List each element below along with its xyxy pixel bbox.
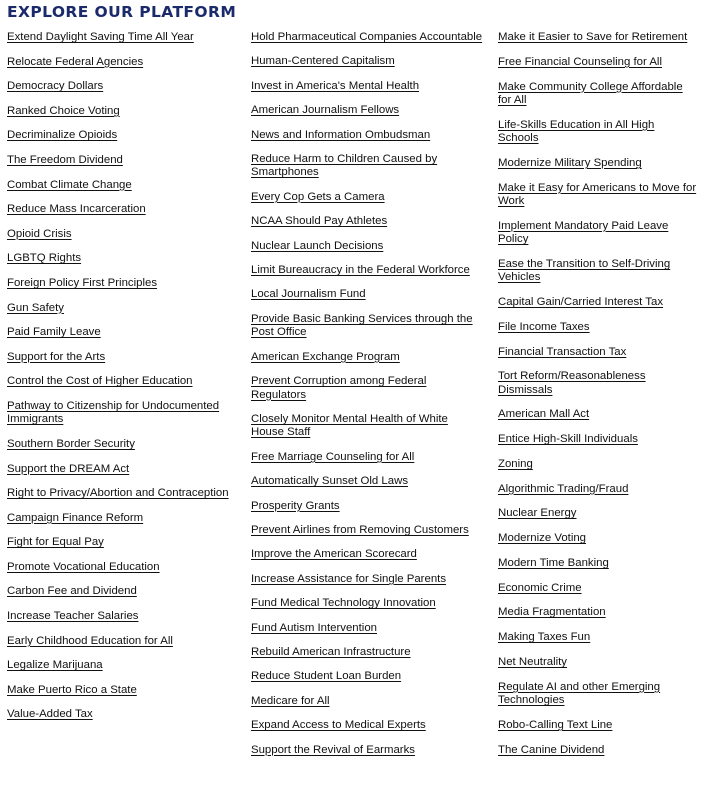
list-item bbox=[498, 656, 698, 669]
list-item bbox=[498, 557, 698, 570]
policy-link[interactable]: Modernize Military Spending bbox=[498, 156, 642, 169]
policy-link[interactable]: Ranked Choice Voting bbox=[7, 104, 120, 117]
policy-link[interactable]: Decriminalize Opioids bbox=[7, 129, 118, 142]
policy-link[interactable]: Control the Cost of Higher Education bbox=[7, 375, 193, 388]
policy-link[interactable]: Make Community College Affordable for All bbox=[498, 80, 683, 106]
policy-link[interactable]: Early Childhood Education for All bbox=[7, 634, 173, 647]
list-item bbox=[251, 240, 483, 253]
list-item bbox=[251, 375, 483, 402]
policy-link[interactable]: Regulate AI and other Emerging Technologies bbox=[498, 680, 661, 707]
policy-link[interactable]: Support the Revival of Earmarks bbox=[251, 743, 415, 756]
policy-link[interactable]: Increase Assistance for Single Parents bbox=[251, 572, 447, 585]
list-item bbox=[251, 719, 483, 732]
policy-link[interactable]: Value-Added Tax bbox=[7, 708, 93, 721]
list-item bbox=[7, 561, 232, 574]
list-item bbox=[251, 524, 483, 537]
list-item bbox=[498, 458, 698, 471]
policy-link[interactable]: Expand Access to Medical Experts bbox=[251, 719, 426, 732]
policy-link[interactable]: Gun Safety bbox=[7, 301, 64, 314]
list-item bbox=[498, 220, 698, 247]
policy-link[interactable]: Ease the Transition to Self-Driving Vehicles bbox=[498, 257, 671, 284]
policy-link[interactable]: Invest in America's Mental Health bbox=[251, 79, 420, 92]
list-item bbox=[498, 346, 698, 359]
list-item bbox=[7, 277, 232, 290]
policy-link[interactable]: Increase Teacher Salaries bbox=[7, 610, 139, 623]
policy-link[interactable]: Zoning bbox=[498, 457, 533, 470]
list-item bbox=[251, 413, 483, 440]
policy-link[interactable]: Reduce Student Loan Burden bbox=[251, 670, 402, 683]
list-item bbox=[498, 56, 698, 69]
policy-link[interactable]: Make Puerto Rico a State bbox=[7, 683, 137, 696]
policy-link[interactable]: File Income Taxes bbox=[498, 320, 590, 333]
list-item bbox=[251, 695, 483, 708]
policy-link[interactable]: Modern Time Banking bbox=[498, 556, 609, 569]
policy-link[interactable]: Free Marriage Counseling for All bbox=[251, 450, 415, 463]
policy-link[interactable]: Democracy Dollars bbox=[7, 80, 104, 93]
list-item bbox=[498, 408, 698, 421]
policy-link[interactable]: Medicare for All bbox=[251, 694, 330, 707]
policy-link[interactable]: American Exchange Program bbox=[251, 350, 400, 363]
list-item bbox=[251, 548, 483, 561]
policy-link[interactable]: Support the DREAM Act bbox=[7, 462, 130, 475]
policy-link[interactable]: Media Fragmentation bbox=[498, 606, 606, 619]
policy-column-1 bbox=[7, 31, 232, 733]
policy-link[interactable]: Prevent Corruption among Federal Regulators bbox=[251, 375, 427, 401]
policy-link[interactable]: Make it Easier to Save for Retirement bbox=[498, 31, 688, 43]
policy-link[interactable]: Capital Gain/Carried Interest Tax bbox=[498, 296, 664, 309]
list-item bbox=[251, 351, 483, 364]
policy-link[interactable]: Campaign Finance Reform bbox=[7, 511, 144, 524]
policy-link[interactable]: The Canine Dividend bbox=[498, 743, 605, 756]
list-item bbox=[251, 597, 483, 610]
policy-link[interactable]: Prevent Airlines from Removing Customers bbox=[251, 523, 469, 536]
list-item bbox=[498, 157, 698, 170]
policy-link[interactable]: Free Financial Counseling for All bbox=[498, 55, 662, 68]
policy-link[interactable]: Reduce Mass Incarceration bbox=[7, 203, 146, 216]
policy-link[interactable]: Human-Centered Capitalism bbox=[251, 55, 395, 68]
policy-link[interactable]: The Freedom Dividend bbox=[7, 153, 123, 166]
list-item bbox=[251, 31, 483, 44]
policy-link[interactable]: Combat Climate Change bbox=[7, 178, 132, 191]
policy-link[interactable]: Automatically Sunset Old Laws bbox=[251, 475, 409, 488]
list-item bbox=[251, 191, 483, 204]
list-item bbox=[251, 104, 483, 117]
list-item bbox=[7, 635, 232, 648]
policy-link[interactable]: Making Taxes Fun bbox=[498, 631, 591, 644]
list-item bbox=[498, 370, 698, 397]
list-item bbox=[7, 610, 232, 623]
policy-link[interactable]: Nuclear Energy bbox=[498, 507, 577, 520]
list-item bbox=[498, 507, 698, 520]
list-item bbox=[7, 228, 232, 241]
list-item bbox=[498, 321, 698, 334]
list-item bbox=[7, 56, 232, 69]
policy-link[interactable]: Local Journalism Fund bbox=[251, 288, 366, 301]
list-item bbox=[7, 105, 232, 118]
policy-link[interactable]: Make it Easy for Americans to Move for Work bbox=[498, 181, 697, 207]
list-item bbox=[7, 375, 232, 388]
list-item bbox=[7, 400, 232, 427]
list-item bbox=[251, 80, 483, 93]
policy-link[interactable]: American Mall Act bbox=[498, 408, 590, 421]
list-item bbox=[251, 573, 483, 586]
policy-link[interactable]: Relocate Federal Agencies bbox=[7, 55, 144, 68]
policy-link[interactable]: Right to Privacy/Abortion and Contraception bbox=[7, 487, 229, 500]
list-item bbox=[498, 296, 698, 309]
list-item bbox=[251, 215, 483, 228]
list-item bbox=[251, 744, 483, 757]
list-item bbox=[251, 288, 483, 301]
list-item bbox=[7, 203, 232, 216]
policy-link[interactable]: Provide Basic Banking Services through the Post Office bbox=[251, 312, 473, 339]
policy-link[interactable]: Net Neutrality bbox=[498, 655, 568, 668]
list-item bbox=[498, 433, 698, 446]
policy-link[interactable]: Implement Mandatory Paid Leave Policy bbox=[498, 219, 669, 246]
list-item bbox=[7, 512, 232, 525]
policy-link[interactable]: Hold Pharmaceutical Companies Accountable bbox=[251, 31, 483, 43]
policy-link[interactable]: Every Cop Gets a Camera bbox=[251, 190, 385, 203]
policy-link[interactable]: Improve the American Scorecard bbox=[251, 548, 417, 561]
list-item bbox=[498, 582, 698, 595]
list-item bbox=[7, 708, 232, 721]
list-item bbox=[7, 351, 232, 364]
list-item bbox=[7, 154, 232, 167]
policy-link[interactable]: Pathway to Citizenship for Undocumented Immigrants bbox=[7, 399, 220, 426]
list-item bbox=[498, 31, 698, 44]
policy-link[interactable]: Tort Reform/Reasonableness Dismissals bbox=[498, 370, 646, 396]
list-item bbox=[251, 55, 483, 68]
policy-link[interactable]: Southern Border Security bbox=[7, 437, 135, 450]
list-item bbox=[7, 536, 232, 549]
list-item bbox=[498, 681, 698, 708]
policy-link[interactable]: Life-Skills Education in All High Schools bbox=[498, 118, 655, 145]
policy-link[interactable]: Limit Bureaucracy in the Federal Workforce bbox=[251, 264, 470, 277]
policy-link[interactable]: Fund Autism Intervention bbox=[251, 621, 377, 634]
list-item bbox=[7, 31, 232, 44]
list-item bbox=[498, 744, 698, 757]
policy-link[interactable]: Foreign Policy First Principles bbox=[7, 276, 158, 289]
list-item bbox=[7, 659, 232, 672]
list-item bbox=[498, 182, 698, 209]
policy-column-2 bbox=[251, 31, 483, 768]
list-item bbox=[251, 313, 483, 340]
list-item bbox=[7, 179, 232, 192]
list-item bbox=[498, 119, 698, 146]
list-item bbox=[7, 80, 232, 93]
policy-link[interactable]: Rebuild American Infrastructure bbox=[251, 645, 411, 658]
list-item bbox=[251, 475, 483, 488]
policy-link[interactable]: Entice High-Skill Individuals bbox=[498, 433, 638, 446]
list-item bbox=[7, 438, 232, 451]
list-item bbox=[498, 532, 698, 545]
policy-link[interactable]: Extend Daylight Saving Time All Year bbox=[7, 31, 194, 43]
policy-link[interactable]: NCAA Should Pay Athletes bbox=[251, 215, 388, 228]
list-item bbox=[251, 153, 483, 180]
page-title: EXPLORE OUR PLATFORM bbox=[7, 3, 237, 21]
list-item bbox=[251, 622, 483, 635]
list-item bbox=[7, 585, 232, 598]
policy-link[interactable]: Closely Monitor Mental Health of White House Staff bbox=[251, 412, 448, 439]
policy-link[interactable]: Robo-Calling Text Line bbox=[498, 718, 613, 731]
policy-link[interactable]: American Journalism Fellows bbox=[251, 104, 400, 117]
policy-link[interactable]: Paid Family Leave bbox=[7, 326, 101, 339]
list-item bbox=[251, 670, 483, 683]
list-item bbox=[251, 451, 483, 464]
policy-link[interactable]: Financial Transaction Tax bbox=[498, 345, 627, 358]
list-item bbox=[7, 252, 232, 265]
policy-link[interactable]: News and Information Ombudsman bbox=[251, 128, 431, 141]
policy-link[interactable]: Carbon Fee and Dividend bbox=[7, 585, 137, 598]
policy-link[interactable]: Opioid Crisis bbox=[7, 227, 72, 240]
list-item bbox=[7, 487, 232, 500]
list-item bbox=[7, 684, 232, 697]
policy-link[interactable]: Prosperity Grants bbox=[251, 499, 340, 512]
list-item bbox=[251, 264, 483, 277]
list-item bbox=[251, 129, 483, 142]
list-item bbox=[498, 606, 698, 619]
policy-link[interactable]: Reduce Harm to Children Caused by Smartphones bbox=[251, 153, 438, 179]
policy-link[interactable]: Support for the Arts bbox=[7, 350, 106, 363]
policy-link[interactable]: Fund Medical Technology Innovation bbox=[251, 597, 436, 610]
policy-link[interactable]: Nuclear Launch Decisions bbox=[251, 239, 384, 252]
list-item bbox=[498, 258, 698, 285]
list-item bbox=[498, 719, 698, 732]
policy-link[interactable]: Algorithmic Trading/Fraud bbox=[498, 482, 629, 495]
list-item bbox=[498, 483, 698, 496]
list-item bbox=[7, 129, 232, 142]
policy-link[interactable]: Legalize Marijuana bbox=[7, 659, 103, 672]
list-item bbox=[498, 631, 698, 644]
list-item bbox=[7, 463, 232, 476]
list-item bbox=[498, 81, 698, 108]
policy-link[interactable]: Economic Crime bbox=[498, 581, 582, 594]
list-item bbox=[251, 646, 483, 659]
list-item bbox=[7, 326, 232, 339]
policy-link[interactable]: LGBTQ Rights bbox=[7, 252, 82, 265]
list-item bbox=[7, 302, 232, 315]
policy-link[interactable]: Fight for Equal Pay bbox=[7, 536, 104, 549]
list-item bbox=[251, 500, 483, 513]
policy-link[interactable]: Modernize Voting bbox=[498, 532, 587, 545]
policy-link[interactable]: Promote Vocational Education bbox=[7, 560, 160, 573]
policy-column-3 bbox=[498, 31, 698, 768]
